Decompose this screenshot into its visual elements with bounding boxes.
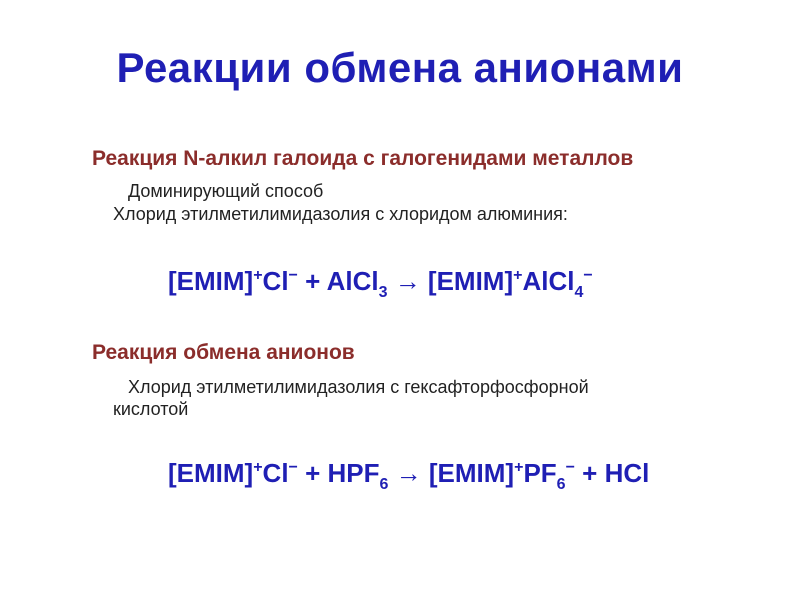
eq1-product1-charge: + (513, 267, 523, 284)
eq2-plus2: + (574, 458, 605, 488)
eq2-reactant2-sub: 6 (379, 476, 389, 493)
eq1-reactant2: AlCl (326, 266, 379, 296)
eq2-reactant1-charge: + (253, 459, 263, 476)
eq2-arrow: → (388, 458, 429, 488)
eq2-product1: [EMIM] (428, 458, 515, 488)
eq2-product1-anion-charge: − (565, 459, 575, 476)
eq1-product1-anion-sub: 4 (574, 284, 584, 301)
section2-heading: Реакция обмена анионов (92, 341, 355, 364)
eq1-reactant1-anion-charge: − (288, 267, 298, 284)
eq1-arrow: → (387, 266, 428, 296)
eq2-product1-anion: PF (523, 458, 557, 488)
eq2-reactant1-anion-charge: − (288, 459, 298, 476)
section2-line1: Хлорид этилметилимидазолия с гексафторфосфорной (128, 377, 589, 397)
eq1-reactant1: [EMIM] (168, 266, 254, 296)
eq1-reactant2-sub: 3 (378, 284, 388, 301)
equation-2 (168, 458, 650, 493)
section1-line2: Хлорид этилметилимидазолия с хлоридом алюминия: (113, 204, 568, 224)
eq2-product1-anion-sub: 6 (556, 476, 566, 493)
equation-1 (168, 266, 593, 301)
eq1-product1-anion: AlCl (522, 266, 575, 296)
eq1-reactant1-anion: Cl (262, 266, 289, 296)
section1-heading: Реакция N-алкил галоида с галогенидами металлов (92, 147, 634, 170)
eq2-reactant1-anion: Cl (262, 458, 289, 488)
eq1-reactant1-charge: + (253, 267, 263, 284)
eq2-plus1: + (297, 458, 328, 488)
eq2-reactant2: HPF (327, 458, 380, 488)
section2-line2: кислотой (113, 399, 189, 419)
eq2-product2: HCl (604, 458, 650, 488)
section1-line1: Доминирующий способ (128, 181, 324, 201)
slide-title: Реакции обмена анионами (116, 44, 684, 91)
eq1-product1: [EMIM] (427, 266, 514, 296)
eq1-product1-anion-charge: − (583, 267, 593, 284)
eq1-plus: + (297, 266, 327, 296)
eq2-reactant1: [EMIM] (168, 458, 254, 488)
eq2-product1-charge: + (514, 459, 524, 476)
